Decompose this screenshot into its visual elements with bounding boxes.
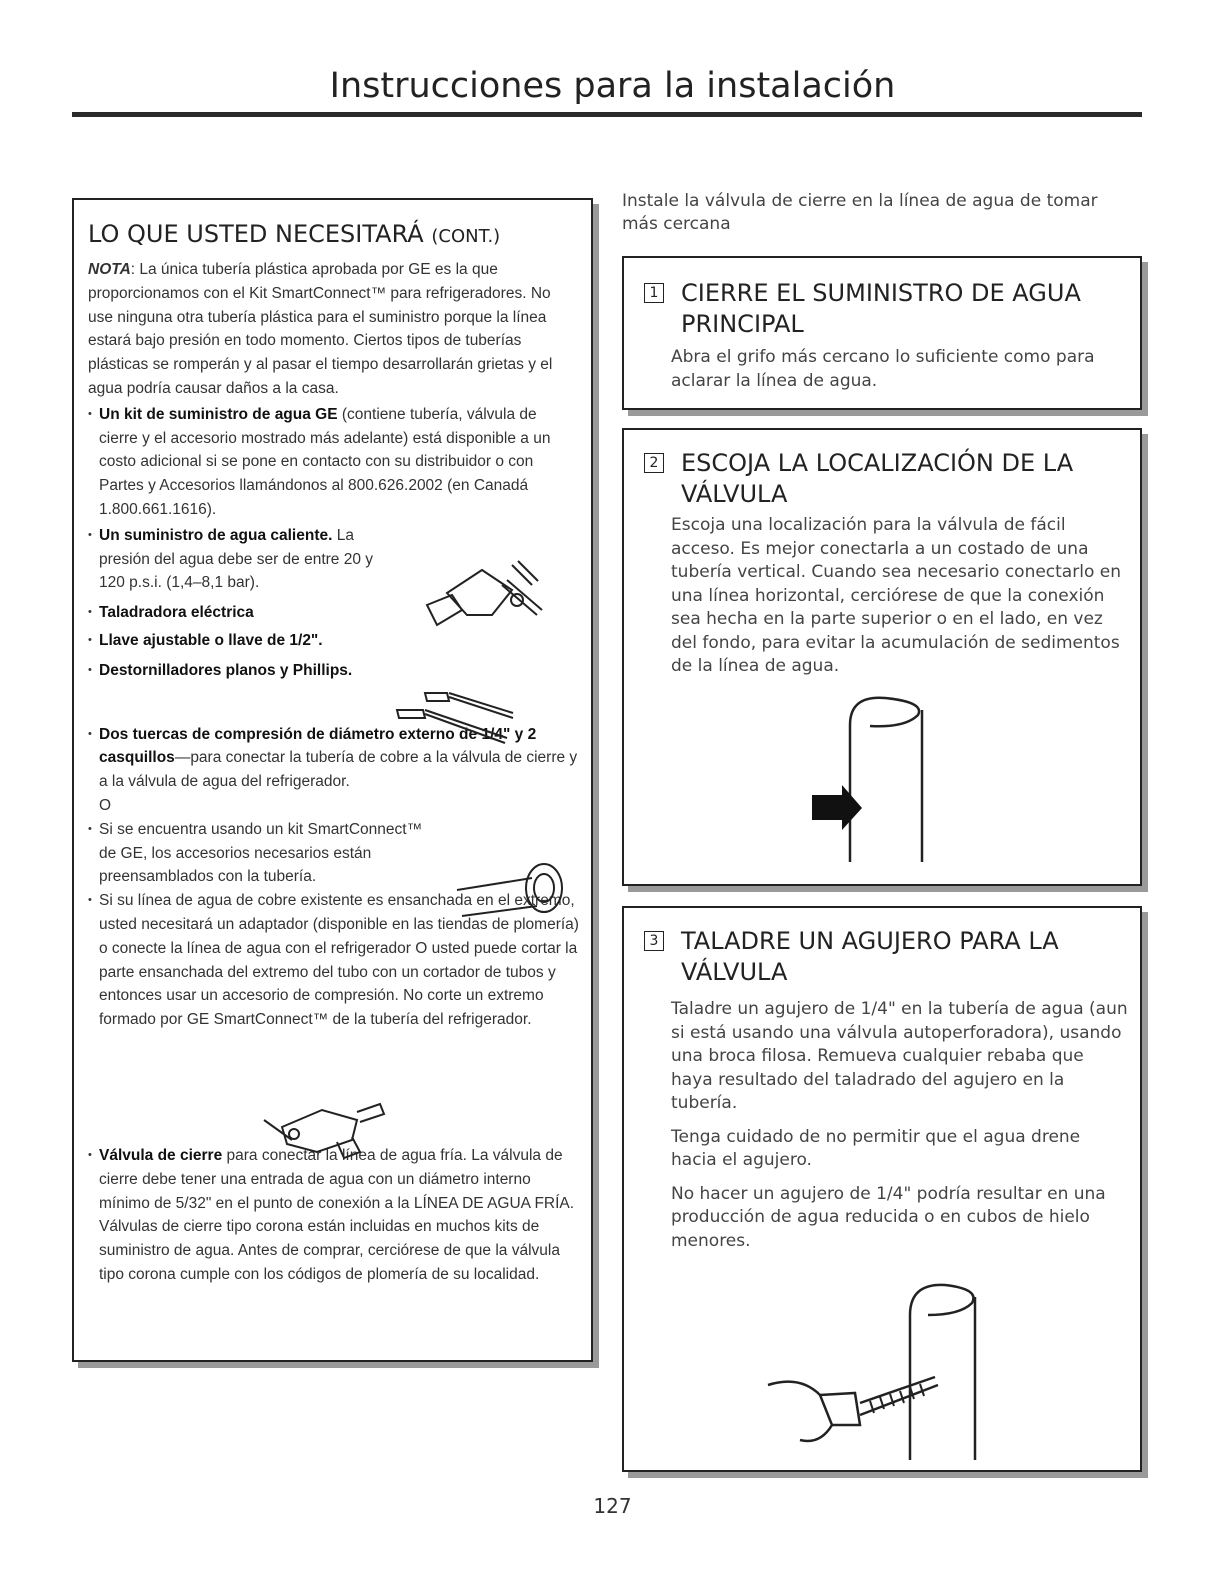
vertical-pipe-illustration xyxy=(800,690,940,865)
step-2-title xyxy=(624,448,1140,510)
fitting-illustration xyxy=(452,858,567,920)
or-letter: O xyxy=(99,796,112,814)
note-paragraph xyxy=(88,258,579,401)
step-title-text: CIERRE EL SUMINISTRO DE AGUA PRINCIPAL xyxy=(681,279,1081,338)
item-bold: Dos tuercas de compresión de diámetro externo de 1/4" y 2 casquillos xyxy=(99,725,537,767)
drilling-pipe-illustration xyxy=(760,1275,980,1465)
list-item xyxy=(88,818,429,889)
item-text: Si se encuentra usando un kit SmartConnect™ de GE, los accesorios necesarios están preensamblados con la tubería. xyxy=(99,820,423,886)
page-number: 127 xyxy=(593,1494,632,1518)
item-bold: Taladradora eléctrica xyxy=(99,604,254,622)
step-3-title xyxy=(624,926,1140,988)
list-item xyxy=(88,1144,579,1287)
step-2-text: Escoja una localización para la válvula de fácil acceso. Es mejor conectarla a un costado de una tubería vertical. Cuando sea necesario conectarlo en una línea horizontal, cerciórese de que la conexión sea hecha en la parte superior o en el lado, en vez del fondo, para evitar la acumulación de sedimentos de la línea de agua. xyxy=(671,515,1121,676)
section-title-suffix: (CONT.) xyxy=(431,226,501,247)
section-title xyxy=(88,220,579,248)
title-rule xyxy=(72,112,1142,117)
item-text: para conectar la línea de agua fría. La válvula de cierre debe tener una entrada de agua con un diámetro interno mínimo de 5/32" en el punto de conexión a la LÍNEA DE AGUA FRÍA. Válvulas de cierre tipo corona están incluidas en muchos kits de suministro de agua. Antes de comprar, cerciórese de que la válvula tipo corona cumple con los códigos de plomería de su localidad. xyxy=(99,1146,575,1283)
item-text: Si su línea de agua de cobre existente es ensanchada en el extremo, usted necesitará un adaptador (disponible en las tiendas de plomería) o conecte la línea de agua con el refrigerador O usted puede cortar la parte ensanchada del extremo del tubo con un cortador de tubos y entonces usar un accesorio de compresión. No corte un extremo formado por GE SmartConnect™ de la tubería del refrigerador. xyxy=(99,892,579,1029)
step-number: 2 xyxy=(644,453,664,473)
item-bold: Llave ajustable o llave de 1/2". xyxy=(99,631,323,649)
list-item xyxy=(88,403,579,522)
step-1-text: Abra el grifo más cercano lo suficiente como para aclarar la línea de agua. xyxy=(671,347,1095,391)
list-item xyxy=(88,524,399,595)
list-item xyxy=(88,659,579,683)
item-bold: Válvula de cierre xyxy=(99,1146,223,1164)
item-text: —para conectar la tubería de cobre a la válvula de cierre y a la válvula de agua del refrigerador. xyxy=(99,749,578,791)
step-title-text: ESCOJA LA LOCALIZACIÓN DE LA VÁLVULA xyxy=(681,449,1074,508)
step-1-box xyxy=(622,256,1142,410)
step-number: 1 xyxy=(644,283,664,303)
item-bold: Destornilladores planos y Phillips. xyxy=(99,661,353,679)
page-title: Instrucciones para la instalación xyxy=(329,66,896,106)
step-3-text-1: Taladre un agujero de 1/4" en la tubería de agua (aun si está usando una válvula autoperforadora), usando una broca filosa. Remueva cualquier rebaba que haya resultado del taladrado del agujero en la tubería. xyxy=(671,999,1128,1113)
step-number: 3 xyxy=(644,931,664,951)
step-3-text-3: No hacer un agujero de 1/4" podría resultar en una producción de agua reducida o en cubos de hielo menores. xyxy=(671,1183,1106,1251)
item-text: La presión del agua debe ser de entre 20 y 120 p.s.i. (1,4–8,1 bar). xyxy=(99,526,374,592)
step-3-text-2: Tenga cuidado de no permitir que el agua drene hacia el agujero. xyxy=(671,1126,1081,1170)
item-bold: Un suministro de agua caliente. xyxy=(99,526,333,544)
item-text: (contiene tubería, válvula de cierre y el accesorio mostrado más adelante) está disponible a un costo adicional si se pone en contacto con su distribuidor o con Partes y Accesorios llamándonos al 800.626.2002 (en Canadá 1.800.661.1616). xyxy=(99,405,551,518)
item-bold: Un kit de suministro de agua GE xyxy=(99,405,338,423)
screwdrivers-illustration xyxy=(395,688,515,748)
step-1-title xyxy=(624,278,1140,340)
section-title-text: LO QUE USTED NECESITARÁ xyxy=(88,220,424,248)
intro-text: Instale la válvula de cierre en la línea de agua de tomar más cercana xyxy=(622,191,1098,234)
what-you-need-box xyxy=(72,198,593,1362)
step-title-text: TALADRE UN AGUJERO PARA LA VÁLVULA xyxy=(681,927,1059,986)
note-label: NOTA xyxy=(88,261,131,278)
note-text: : La única tubería plástica aprobada por GE es la que proporcionamos con el Kit SmartConnect™ para refrigeradores. No use ninguna otra tubería plástica para el suministro porque la línea estará bajo presión en todo momento. Ciertos tipos de tuberías plásticas se romperán y al pasar el tiempo desarrollarán grietas y el agua podría causar daños a la casa. xyxy=(88,261,553,397)
valve-illustration xyxy=(262,1092,392,1162)
drill-illustration xyxy=(422,555,552,635)
